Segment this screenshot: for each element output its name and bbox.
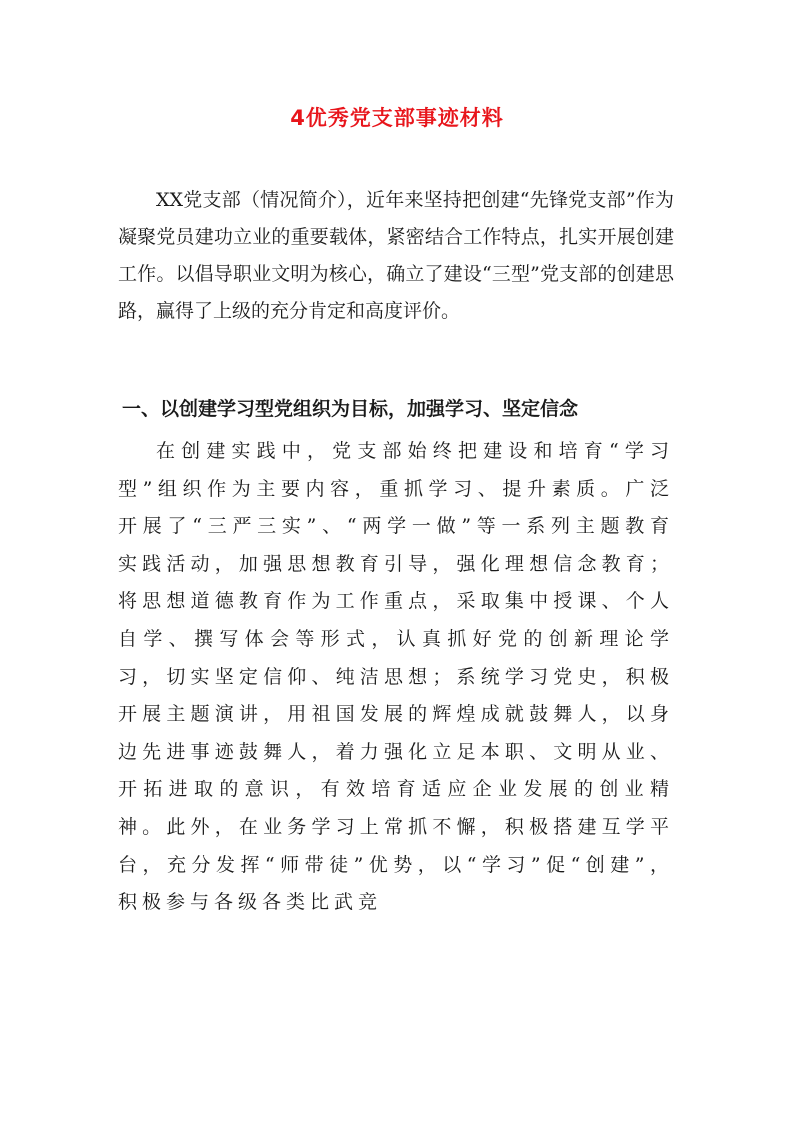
section-heading: 一、以创建学习型党组织为目标，加强学习、坚定信念 [122, 398, 579, 420]
document-title: 4优秀党支部事迹材料 [290, 106, 504, 130]
section-body-paragraph: 在创建实践中，党支部始终把建设和培育“学习型”组织作为主要内容，重抓学习、提升素质。广泛开展了“三严三实”、“两学一做”等一系列主题教育实践活动，加强思想教育引导，强化理想信念教育；将思想道德教育作为工作重点，采取集中授课、个人自学、撰写体会等形式，认真抓好党的创新理论学习，切实坚定信仰、纯洁思想；系统学习党史，积极开展主题演讲，用祖国发展的辉煌成就鼓舞人，以身边先进事迹鼓舞人，着力强化立足本职、文明从业、开拓进取的意识，有效培育适应企业发展的创业精神。此外，在业务学习上常抓不懈，积极搭建互学平台，充分发挥“师带徒”优势，以“学习”促“创建”，积极参与各级各类比武竞 [118, 440, 674, 914]
intro-paragraph: XX党支部（情况简介），近年来坚持把创建“先锋党支部”作为凝聚党员建功立业的重要载体，紧密结合工作特点，扎实开展创建工作。以倡导职业文明为核心，确立了建设“三型”党支部的创建思路，赢得了上级的充分肯定和高度评价。 [118, 189, 674, 322]
